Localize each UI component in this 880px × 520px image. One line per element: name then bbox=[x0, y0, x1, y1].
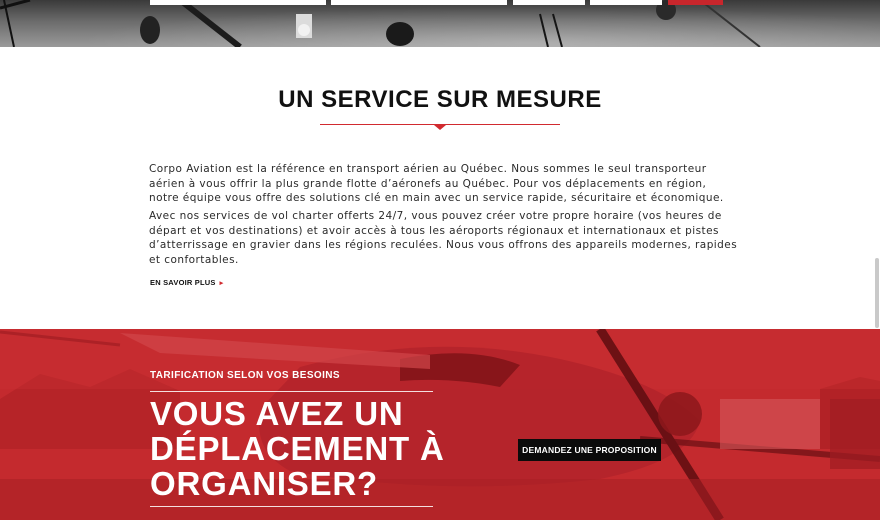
intro-paragraph: Corpo Aviation est la référence en transport aérien au Québec. Nous sommes le seul transporteur aérien à vous offrir la plus grande flotte d’aéronefs au Québec. Pour vos déplacements en région, notre équipe vous offre des solutions clé en main avec un service rapide, sécuritaire et économique. bbox=[149, 163, 724, 204]
hero-image-strip bbox=[0, 0, 880, 47]
scrollbar-thumb[interactable] bbox=[875, 258, 879, 328]
quote-cta-section bbox=[0, 329, 880, 520]
search-field-passengers[interactable] bbox=[590, 0, 662, 5]
learn-more-label: EN SAVOIR PLUS bbox=[150, 278, 216, 287]
search-submit-button[interactable] bbox=[668, 0, 723, 5]
chevron-right-icon: ▸ bbox=[219, 279, 224, 287]
pricing-eyebrow: TARIFICATION SELON VOS BESOINS bbox=[150, 370, 340, 381]
eyebrow-divider bbox=[150, 391, 433, 392]
learn-more-link[interactable] bbox=[150, 278, 223, 287]
cta-heading bbox=[150, 396, 470, 501]
airplane-photo bbox=[0, 0, 880, 47]
section-title: UN SERVICE SUR MESURE bbox=[278, 86, 602, 113]
charter-paragraph: Avec nos services de vol charter offerts 24/7, vous pouvez créer votre propre horaire (vos heures de départ et vos destinations) et avoir accès à tous les aéroports régionaux et internationaux et pistes d’atterrissage en gravier dans les régions reculées. Nous vous offrons des appareils modernes, rapides et confortables. bbox=[149, 210, 738, 266]
search-field-departure[interactable] bbox=[150, 0, 326, 5]
heading-divider bbox=[150, 506, 433, 507]
cta-heading-line: VOUS AVEZ UN bbox=[150, 395, 404, 432]
request-quote-button[interactable]: DEMANDEZ UNE PROPOSITION bbox=[518, 439, 661, 461]
cta-heading-line: ORGANISER? bbox=[150, 465, 379, 502]
search-field-date[interactable] bbox=[513, 0, 585, 5]
cta-heading-line: DÉPLACEMENT À bbox=[150, 430, 445, 467]
search-field-destination[interactable] bbox=[331, 0, 507, 5]
caret-down-icon bbox=[434, 125, 446, 130]
